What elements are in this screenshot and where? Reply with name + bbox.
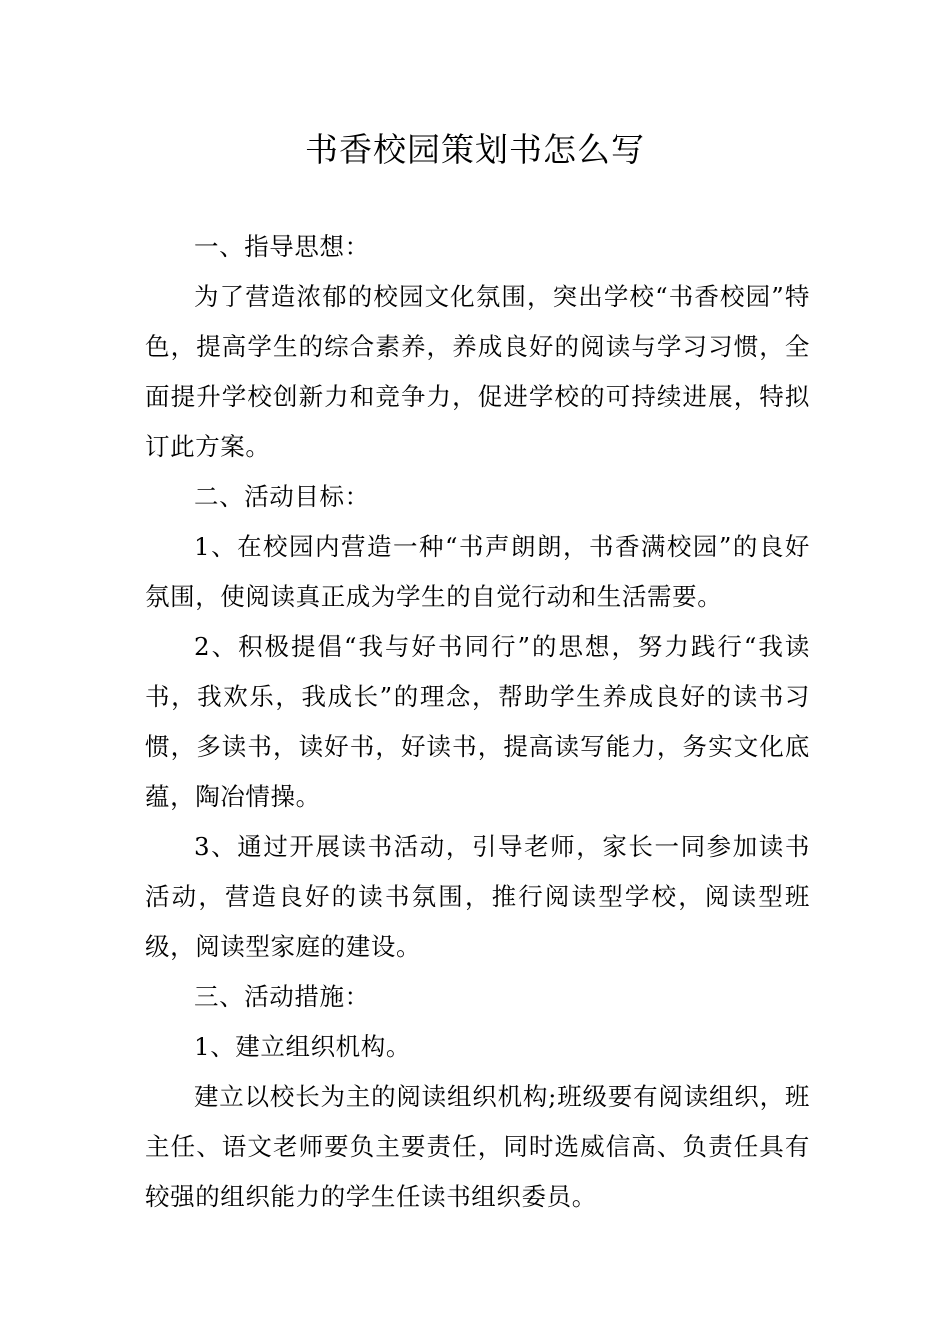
paragraph-guiding-idea: 为了营造浓郁的校园文化氛围，突出学校“书香校园”特色，提高学生的综合素养，养成良好的阅读与学习习惯，全面提升学校创新力和竞争力，促进学校的可持续进展，特拟订此方案。 [145, 282, 810, 461]
paragraph-goal-3: 3、通过开展读书活动，引导老师，家长一同参加读书活动，营造良好的读书氛围，推行阅读型学校，阅读型班级，阅读型家庭的建设。 [145, 832, 810, 961]
subheading-measure-1: 1、建立组织机构。 [194, 1032, 411, 1061]
document-body [145, 222, 810, 1222]
section-heading-guiding-idea: 一、指导思想： [194, 232, 370, 261]
paragraph-measure-1: 建立以校长为主的阅读组织机构;班级要有阅读组织，班主任、语文老师要负主要责任，同时选威信高、负责任具有较强的组织能力的学生任读书组织委员。 [145, 1082, 810, 1211]
document-title: 书香校园策划书怎么写 [305, 130, 645, 169]
section-heading-measures: 三、活动措施： [194, 982, 370, 1011]
paragraph-goal-1: 1、在校园内营造一种“书声朗朗，书香满校园”的良好氛围，使阅读真正成为学生的自觉行动和生活需要。 [145, 532, 810, 611]
paragraph-goal-2: 2、积极提倡“我与好书同行”的思想，努力践行“我读书，我欢乐，我成长”的理念，帮助学生养成良好的读书习惯，多读书，读好书，好读书，提高读写能力，务实文化底蕴，陶冶情操。 [145, 632, 810, 811]
section-heading-goals: 二、活动目标： [194, 482, 370, 511]
